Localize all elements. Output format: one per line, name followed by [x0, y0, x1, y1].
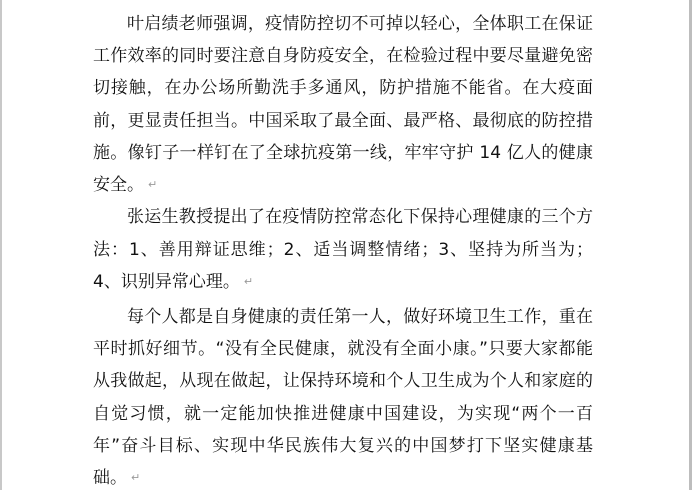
paragraph-1[interactable] [93, 8, 593, 201]
paragraph-mark-icon: ↵ [131, 471, 141, 485]
paragraph-2[interactable] [93, 201, 593, 298]
paragraph-mark-icon: ↵ [148, 178, 158, 192]
document-body[interactable] [93, 8, 593, 494]
paragraph-mark-icon: ↵ [243, 274, 254, 288]
paragraph-3-text: 每个人都是自身健康的责任第一人，做好环境卫生工作，重在平时抓好细节。“没有全民健康，就没有全面小康。”只要大家都能从我做起，从现在做起，让保持环境和个人卫生成为个人和家庭的自觉习惯，就一定能加快推进健康中国建设，为实现“两个一百年”奋斗目标、实现中华民族伟大复兴的中国梦打下坚实健康基础。 [93, 307, 593, 489]
paragraph-2-text: 张运生教授提出了在疫情防控常态化下保持心理健康的三个方法：1、善用辩证思维；2、适当调整情绪；3、坚持为所当为；4、识别异常心理。 [93, 207, 593, 292]
page-left-edge [0, 0, 2, 490]
paragraph-1-text: 叶启绩老师强调，疫情防控切不可掉以轻心，全体职工在保证工作效率的同时要注意自身防疫安全，在检验过程中要尽量避免密切接触，在办公场所勤洗手多通风，防护措施不能省。在大疫面前，更显责任担当。中国采取了最全面、最严格、最彻底的防控措施。像钉子一样钉在了全球抗疫第一线，牢牢守护 14 亿人的健康安全。 [93, 14, 593, 196]
paragraph-3[interactable] [93, 301, 593, 494]
